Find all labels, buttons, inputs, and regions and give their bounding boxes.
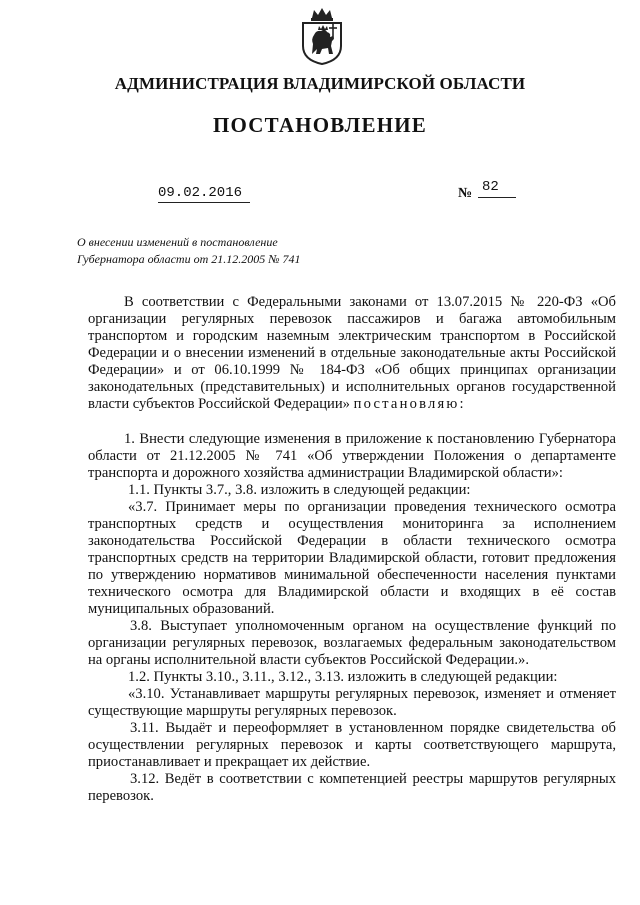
subject-line-2: Губернатора области от 21.12.2005 № 741 [77,252,301,266]
paragraph-3-7: «3.7. Принимает меры по организации проведения технического осмотра транспортных средств и осуществления мониторинга за исполнением законодательства Российской Федерации в области технического осмотра транспортных средств на территории Владимирской области, готовит предложения по утверждению нормативов минимальной обеспеченности населения пунктами технического осмотра для Владимирской области и входящих в её состав муниципальных образований. [88,499,616,617]
paragraph-3-12: 3.12. Ведёт в соответствии с компетенцией реестры маршрутов регулярных перевозок. [88,771,616,804]
preamble-text: В соответствии с Федеральными законами от 13.07.2015 № 220-ФЗ «Об организации регулярных перевозок пассажиров и багажа автомобильным транспортом и городским наземным электрическим транспортом в Российской Федерации и о внесении изменений в отдельные законодательные акты Российской Федерации» и от 06.10.1999 № 184-ФЗ «Об общих принципах организации законодательных (представительных) и исполнительных органов государственной власти субъектов Российской Федерации» [88,294,616,412]
document-type-title: ПОСТАНОВЛЕНИЕ [212,113,428,137]
paragraph-3-8: 3.8. Выступает уполномоченным органом на осуществление функций по организации регулярных перевозок, возлагаемых федеральным законодательством на органы исполнительной власти субъектов Российской Федерации.». [88,618,616,668]
document-body [88,294,616,805]
clause-1: 1. Внести следующие изменения в приложение к постановлению Губернатора области от 21.12.2005 № 741 «Об утверждении Положения о департаменте транспорта и дорожного хозяйства администрации Владимирской области»: [88,431,616,481]
paragraph-3-10: «3.10. Устанавливает маршруты регулярных перевозок, изменяет и отменяет существующие маршруты регулярных перевозок. [88,686,616,719]
subject-line-1: О внесении изменений в постановление [77,235,278,249]
coat-of-arms-icon [297,6,347,66]
document-subject [77,234,377,268]
document-date: 09.02.2016 [158,185,250,203]
clause-1-2: 1.2. Пункты 3.10., 3.11., 3.12., 3.13. изложить в следующей редакции: [128,669,558,685]
number-label: № [458,186,473,201]
decree-word: постановляю: [353,396,466,412]
preamble-paragraph [88,294,616,413]
organization-name: АДМИНИСТРАЦИЯ ВЛАДИМИРСКОЙ ОБЛАСТИ [114,74,526,93]
document-number: 82 [478,179,516,198]
clause-1-1: 1.1. Пункты 3.7., 3.8. изложить в следующей редакции: [128,482,471,498]
paragraph-3-11: 3.11. Выдаёт и переоформляет в установленном порядке свидетельства об осуществлении регулярных перевозок и карты соответствующего маршрута, приостанавливает и прекращает их действие. [88,720,616,770]
